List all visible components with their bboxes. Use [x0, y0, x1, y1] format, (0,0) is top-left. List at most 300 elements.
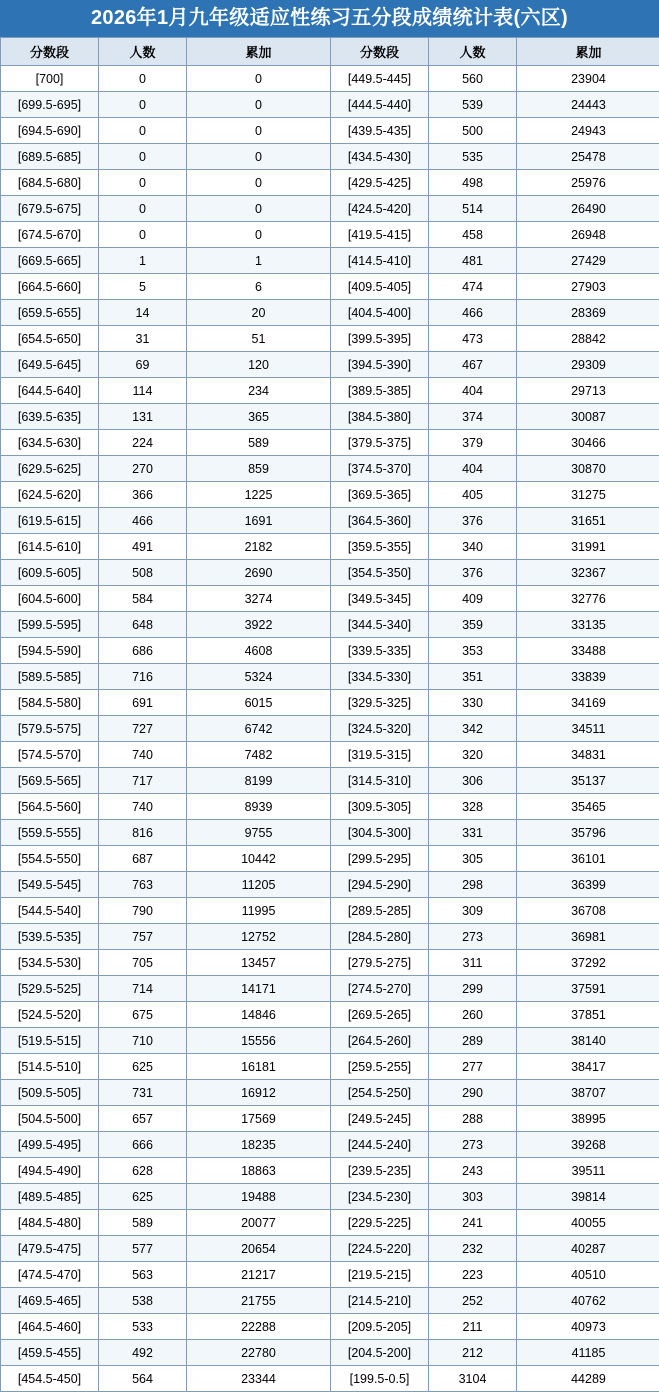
cell-range-right: [354.5-350] [331, 560, 429, 586]
cell-cumulative-right: 34511 [517, 716, 659, 742]
cell-count-right: 306 [429, 768, 517, 794]
cell-count-left: 0 [99, 92, 187, 118]
cell-range-right: [299.5-295] [331, 846, 429, 872]
cell-count-right: 458 [429, 222, 517, 248]
cell-count-left: 31 [99, 326, 187, 352]
cell-count-left: 5 [99, 274, 187, 300]
cell-range-left: [644.5-640] [1, 378, 99, 404]
cell-range-left: [694.5-690] [1, 118, 99, 144]
cell-cumulative-right: 28842 [517, 326, 659, 352]
cell-cumulative-left: 14846 [187, 1002, 331, 1028]
cell-count-left: 0 [99, 170, 187, 196]
cell-range-right: [399.5-395] [331, 326, 429, 352]
score-distribution-table [0, 37, 659, 1392]
cell-range-right: [404.5-400] [331, 300, 429, 326]
cell-cumulative-left: 11995 [187, 898, 331, 924]
cell-count-right: 260 [429, 1002, 517, 1028]
cell-cumulative-right: 36981 [517, 924, 659, 950]
table-row [1, 950, 659, 976]
cell-cumulative-left: 13457 [187, 950, 331, 976]
table-row [1, 456, 659, 482]
cell-count-right: 331 [429, 820, 517, 846]
cell-count-left: 563 [99, 1262, 187, 1288]
cell-range-left: [564.5-560] [1, 794, 99, 820]
table-row [1, 1002, 659, 1028]
cell-range-left: [559.5-555] [1, 820, 99, 846]
cell-cumulative-left: 6 [187, 274, 331, 300]
cell-cumulative-left: 17569 [187, 1106, 331, 1132]
cell-range-right: [229.5-225] [331, 1210, 429, 1236]
cell-count-left: 727 [99, 716, 187, 742]
cell-range-right: [434.5-430] [331, 144, 429, 170]
cell-cumulative-left: 16912 [187, 1080, 331, 1106]
cell-count-left: 466 [99, 508, 187, 534]
cell-cumulative-right: 34169 [517, 690, 659, 716]
cell-cumulative-right: 33488 [517, 638, 659, 664]
cell-cumulative-left: 0 [187, 170, 331, 196]
cell-count-left: 491 [99, 534, 187, 560]
cell-cumulative-right: 26490 [517, 196, 659, 222]
table-row [1, 430, 659, 456]
cell-range-left: [494.5-490] [1, 1158, 99, 1184]
cell-range-left: [589.5-585] [1, 664, 99, 690]
cell-range-left: [584.5-580] [1, 690, 99, 716]
cell-cumulative-left: 7482 [187, 742, 331, 768]
table-row [1, 742, 659, 768]
cell-count-left: 508 [99, 560, 187, 586]
table-row [1, 274, 659, 300]
cell-count-right: 290 [429, 1080, 517, 1106]
cell-range-left: [604.5-600] [1, 586, 99, 612]
table-row [1, 1340, 659, 1366]
cell-cumulative-right: 29713 [517, 378, 659, 404]
cell-range-right: [224.5-220] [331, 1236, 429, 1262]
cell-count-left: 686 [99, 638, 187, 664]
cell-range-right: [419.5-415] [331, 222, 429, 248]
table-row [1, 66, 659, 92]
cell-range-right: [254.5-250] [331, 1080, 429, 1106]
cell-cumulative-right: 25976 [517, 170, 659, 196]
cell-cumulative-left: 14171 [187, 976, 331, 1002]
cell-count-right: 539 [429, 92, 517, 118]
cell-cumulative-left: 22780 [187, 1340, 331, 1366]
cell-cumulative-right: 26948 [517, 222, 659, 248]
cell-range-right: [374.5-370] [331, 456, 429, 482]
column-header-count-left: 人数 [99, 38, 187, 66]
cell-range-left: [539.5-535] [1, 924, 99, 950]
cell-cumulative-right: 35137 [517, 768, 659, 794]
cell-cumulative-left: 6742 [187, 716, 331, 742]
cell-count-left: 14 [99, 300, 187, 326]
cell-cumulative-left: 8199 [187, 768, 331, 794]
cell-count-left: 714 [99, 976, 187, 1002]
table-row [1, 820, 659, 846]
table-row [1, 846, 659, 872]
cell-cumulative-left: 1225 [187, 482, 331, 508]
cell-count-right: 211 [429, 1314, 517, 1340]
cell-range-left: [509.5-505] [1, 1080, 99, 1106]
cell-cumulative-right: 44289 [517, 1366, 659, 1392]
cell-range-right: [349.5-345] [331, 586, 429, 612]
cell-count-right: 514 [429, 196, 517, 222]
cell-count-left: 0 [99, 196, 187, 222]
cell-count-right: 243 [429, 1158, 517, 1184]
cell-count-left: 0 [99, 144, 187, 170]
cell-count-right: 305 [429, 846, 517, 872]
cell-range-right: [429.5-425] [331, 170, 429, 196]
cell-range-left: [579.5-575] [1, 716, 99, 742]
cell-count-right: 535 [429, 144, 517, 170]
cell-count-right: 288 [429, 1106, 517, 1132]
cell-cumulative-left: 234 [187, 378, 331, 404]
cell-count-right: 404 [429, 456, 517, 482]
cell-cumulative-right: 38417 [517, 1054, 659, 1080]
cell-cumulative-left: 365 [187, 404, 331, 430]
cell-count-right: 320 [429, 742, 517, 768]
cell-count-left: 0 [99, 222, 187, 248]
cell-cumulative-right: 40055 [517, 1210, 659, 1236]
cell-range-right: [244.5-240] [331, 1132, 429, 1158]
cell-count-left: 589 [99, 1210, 187, 1236]
cell-range-left: [634.5-630] [1, 430, 99, 456]
table-row [1, 1184, 659, 1210]
cell-count-right: 232 [429, 1236, 517, 1262]
cell-cumulative-left: 0 [187, 196, 331, 222]
cell-range-left: [700] [1, 66, 99, 92]
cell-count-right: 466 [429, 300, 517, 326]
cell-range-right: [394.5-390] [331, 352, 429, 378]
cell-count-left: 69 [99, 352, 187, 378]
cell-cumulative-left: 22288 [187, 1314, 331, 1340]
cell-count-right: 342 [429, 716, 517, 742]
cell-count-left: 648 [99, 612, 187, 638]
table-row [1, 378, 659, 404]
cell-count-right: 500 [429, 118, 517, 144]
cell-count-left: 691 [99, 690, 187, 716]
cell-cumulative-right: 34831 [517, 742, 659, 768]
table-row [1, 170, 659, 196]
cell-count-right: 376 [429, 560, 517, 586]
cell-range-right: [379.5-375] [331, 430, 429, 456]
cell-range-left: [514.5-510] [1, 1054, 99, 1080]
cell-range-right: [259.5-255] [331, 1054, 429, 1080]
cell-range-left: [594.5-590] [1, 638, 99, 664]
cell-cumulative-right: 30087 [517, 404, 659, 430]
table-row [1, 1210, 659, 1236]
cell-cumulative-left: 3274 [187, 586, 331, 612]
cell-range-left: [529.5-525] [1, 976, 99, 1002]
cell-cumulative-left: 3922 [187, 612, 331, 638]
cell-range-right: [214.5-210] [331, 1288, 429, 1314]
cell-cumulative-left: 19488 [187, 1184, 331, 1210]
cell-count-left: 710 [99, 1028, 187, 1054]
table-row [1, 534, 659, 560]
cell-cumulative-left: 21755 [187, 1288, 331, 1314]
cell-range-left: [609.5-605] [1, 560, 99, 586]
cell-count-left: 731 [99, 1080, 187, 1106]
cell-count-left: 687 [99, 846, 187, 872]
cell-count-right: 409 [429, 586, 517, 612]
table-row [1, 1028, 659, 1054]
column-header-range-left: 分数段 [1, 38, 99, 66]
cell-count-left: 114 [99, 378, 187, 404]
cell-count-right: 379 [429, 430, 517, 456]
table-row [1, 482, 659, 508]
column-header-count-right: 人数 [429, 38, 517, 66]
cell-count-left: 584 [99, 586, 187, 612]
cell-count-left: 131 [99, 404, 187, 430]
cell-cumulative-right: 40973 [517, 1314, 659, 1340]
cell-range-left: [519.5-515] [1, 1028, 99, 1054]
cell-cumulative-right: 36101 [517, 846, 659, 872]
table-row [1, 1106, 659, 1132]
cell-range-left: [469.5-465] [1, 1288, 99, 1314]
table-row [1, 664, 659, 690]
table-row [1, 1366, 659, 1392]
table-row [1, 1314, 659, 1340]
cell-count-right: 273 [429, 1132, 517, 1158]
table-row [1, 92, 659, 118]
cell-count-right: 351 [429, 664, 517, 690]
table-row [1, 248, 659, 274]
table-row [1, 1080, 659, 1106]
cell-count-left: 492 [99, 1340, 187, 1366]
cell-cumulative-right: 33839 [517, 664, 659, 690]
cell-range-right: [344.5-340] [331, 612, 429, 638]
cell-cumulative-left: 0 [187, 92, 331, 118]
cell-range-right: [359.5-355] [331, 534, 429, 560]
cell-range-right: [294.5-290] [331, 872, 429, 898]
cell-count-right: 330 [429, 690, 517, 716]
cell-cumulative-right: 40510 [517, 1262, 659, 1288]
cell-range-left: [629.5-625] [1, 456, 99, 482]
cell-range-left: [459.5-455] [1, 1340, 99, 1366]
cell-range-right: [329.5-325] [331, 690, 429, 716]
table-row [1, 1054, 659, 1080]
table-row [1, 404, 659, 430]
cell-count-right: 404 [429, 378, 517, 404]
cell-range-right: [364.5-360] [331, 508, 429, 534]
cell-cumulative-right: 39814 [517, 1184, 659, 1210]
cell-range-left: [544.5-540] [1, 898, 99, 924]
cell-cumulative-right: 37591 [517, 976, 659, 1002]
cell-range-left: [574.5-570] [1, 742, 99, 768]
cell-cumulative-right: 32776 [517, 586, 659, 612]
cell-cumulative-left: 12752 [187, 924, 331, 950]
cell-count-left: 666 [99, 1132, 187, 1158]
cell-cumulative-right: 27429 [517, 248, 659, 274]
cell-count-left: 716 [99, 664, 187, 690]
cell-count-right: 473 [429, 326, 517, 352]
cell-range-left: [484.5-480] [1, 1210, 99, 1236]
cell-range-right: [324.5-320] [331, 716, 429, 742]
cell-range-right: [304.5-300] [331, 820, 429, 846]
cell-range-right: [314.5-310] [331, 768, 429, 794]
cell-range-left: [684.5-680] [1, 170, 99, 196]
cell-range-right: [444.5-440] [331, 92, 429, 118]
cell-range-left: [599.5-595] [1, 612, 99, 638]
cell-range-right: [234.5-230] [331, 1184, 429, 1210]
cell-range-right: [199.5-0.5] [331, 1366, 429, 1392]
cell-cumulative-right: 31275 [517, 482, 659, 508]
cell-cumulative-right: 39511 [517, 1158, 659, 1184]
cell-count-right: 223 [429, 1262, 517, 1288]
cell-count-right: 303 [429, 1184, 517, 1210]
cell-count-right: 405 [429, 482, 517, 508]
cell-range-left: [489.5-485] [1, 1184, 99, 1210]
cell-cumulative-left: 23344 [187, 1366, 331, 1392]
cell-cumulative-right: 38707 [517, 1080, 659, 1106]
cell-range-left: [549.5-545] [1, 872, 99, 898]
cell-count-right: 241 [429, 1210, 517, 1236]
cell-range-right: [274.5-270] [331, 976, 429, 1002]
cell-count-right: 277 [429, 1054, 517, 1080]
cell-range-right: [339.5-335] [331, 638, 429, 664]
cell-range-left: [454.5-450] [1, 1366, 99, 1392]
cell-range-left: [499.5-495] [1, 1132, 99, 1158]
cell-range-right: [284.5-280] [331, 924, 429, 950]
cell-range-left: [699.5-695] [1, 92, 99, 118]
cell-range-right: [449.5-445] [331, 66, 429, 92]
cell-count-left: 705 [99, 950, 187, 976]
cell-count-right: 289 [429, 1028, 517, 1054]
cell-cumulative-left: 9755 [187, 820, 331, 846]
cell-cumulative-left: 10442 [187, 846, 331, 872]
cell-count-right: 299 [429, 976, 517, 1002]
cell-cumulative-left: 589 [187, 430, 331, 456]
cell-cumulative-right: 30870 [517, 456, 659, 482]
cell-cumulative-right: 25478 [517, 144, 659, 170]
cell-range-left: [479.5-475] [1, 1236, 99, 1262]
cell-cumulative-left: 0 [187, 222, 331, 248]
cell-cumulative-right: 35796 [517, 820, 659, 846]
cell-range-right: [239.5-235] [331, 1158, 429, 1184]
cell-count-right: 309 [429, 898, 517, 924]
cell-cumulative-left: 859 [187, 456, 331, 482]
cell-cumulative-left: 20654 [187, 1236, 331, 1262]
column-header-cumulative-right: 累加 [517, 38, 659, 66]
cell-cumulative-right: 36708 [517, 898, 659, 924]
cell-count-right: 560 [429, 66, 517, 92]
table-row [1, 794, 659, 820]
table-row [1, 768, 659, 794]
cell-cumulative-right: 35465 [517, 794, 659, 820]
cell-cumulative-left: 2182 [187, 534, 331, 560]
cell-cumulative-right: 38140 [517, 1028, 659, 1054]
cell-count-left: 224 [99, 430, 187, 456]
cell-count-left: 740 [99, 794, 187, 820]
cell-range-left: [619.5-615] [1, 508, 99, 534]
cell-count-right: 376 [429, 508, 517, 534]
cell-count-right: 474 [429, 274, 517, 300]
cell-cumulative-left: 20077 [187, 1210, 331, 1236]
cell-count-left: 533 [99, 1314, 187, 1340]
cell-range-right: [204.5-200] [331, 1340, 429, 1366]
cell-range-right: [264.5-260] [331, 1028, 429, 1054]
cell-range-left: [569.5-565] [1, 768, 99, 794]
cell-count-right: 374 [429, 404, 517, 430]
cell-cumulative-right: 37292 [517, 950, 659, 976]
cell-cumulative-left: 0 [187, 66, 331, 92]
table-row [1, 976, 659, 1002]
table-row [1, 690, 659, 716]
cell-range-right: [409.5-405] [331, 274, 429, 300]
cell-range-left: [474.5-470] [1, 1262, 99, 1288]
cell-cumulative-right: 39268 [517, 1132, 659, 1158]
cell-range-right: [219.5-215] [331, 1262, 429, 1288]
table-body [1, 66, 659, 1392]
table-row [1, 144, 659, 170]
table-row [1, 222, 659, 248]
table-row [1, 872, 659, 898]
cell-cumulative-left: 6015 [187, 690, 331, 716]
cell-cumulative-left: 2690 [187, 560, 331, 586]
cell-count-left: 0 [99, 66, 187, 92]
cell-count-right: 311 [429, 950, 517, 976]
cell-range-left: [464.5-460] [1, 1314, 99, 1340]
cell-cumulative-right: 23904 [517, 66, 659, 92]
table-row [1, 352, 659, 378]
cell-range-right: [309.5-305] [331, 794, 429, 820]
table-row [1, 508, 659, 534]
cell-cumulative-right: 40762 [517, 1288, 659, 1314]
table-header-row [1, 38, 659, 66]
cell-count-left: 564 [99, 1366, 187, 1392]
cell-count-left: 790 [99, 898, 187, 924]
cell-range-left: [674.5-670] [1, 222, 99, 248]
cell-range-left: [639.5-635] [1, 404, 99, 430]
cell-cumulative-left: 5324 [187, 664, 331, 690]
cell-range-left: [659.5-655] [1, 300, 99, 326]
cell-range-left: [624.5-620] [1, 482, 99, 508]
cell-range-left: [534.5-530] [1, 950, 99, 976]
table-row [1, 638, 659, 664]
cell-count-left: 763 [99, 872, 187, 898]
cell-cumulative-left: 18863 [187, 1158, 331, 1184]
cell-count-left: 270 [99, 456, 187, 482]
cell-range-right: [439.5-435] [331, 118, 429, 144]
table-row [1, 196, 659, 222]
cell-count-right: 298 [429, 872, 517, 898]
cell-cumulative-left: 8939 [187, 794, 331, 820]
cell-range-right: [389.5-385] [331, 378, 429, 404]
table-row [1, 612, 659, 638]
cell-range-right: [414.5-410] [331, 248, 429, 274]
cell-cumulative-left: 21217 [187, 1262, 331, 1288]
cell-count-left: 740 [99, 742, 187, 768]
cell-cumulative-left: 120 [187, 352, 331, 378]
table-row [1, 1132, 659, 1158]
cell-count-left: 577 [99, 1236, 187, 1262]
cell-count-left: 625 [99, 1054, 187, 1080]
cell-range-right: [319.5-315] [331, 742, 429, 768]
table-row [1, 1158, 659, 1184]
cell-cumulative-left: 4608 [187, 638, 331, 664]
cell-cumulative-left: 1 [187, 248, 331, 274]
cell-cumulative-right: 37851 [517, 1002, 659, 1028]
cell-range-right: [334.5-330] [331, 664, 429, 690]
table-row [1, 1288, 659, 1314]
cell-count-right: 340 [429, 534, 517, 560]
page-title: 2026年1月九年级适应性练习五分段成绩统计表(六区) [0, 0, 659, 37]
cell-range-left: [669.5-665] [1, 248, 99, 274]
column-header-cumulative-left: 累加 [187, 38, 331, 66]
cell-cumulative-right: 31651 [517, 508, 659, 534]
cell-cumulative-right: 38995 [517, 1106, 659, 1132]
cell-range-left: [654.5-650] [1, 326, 99, 352]
cell-range-left: [679.5-675] [1, 196, 99, 222]
cell-cumulative-right: 28369 [517, 300, 659, 326]
